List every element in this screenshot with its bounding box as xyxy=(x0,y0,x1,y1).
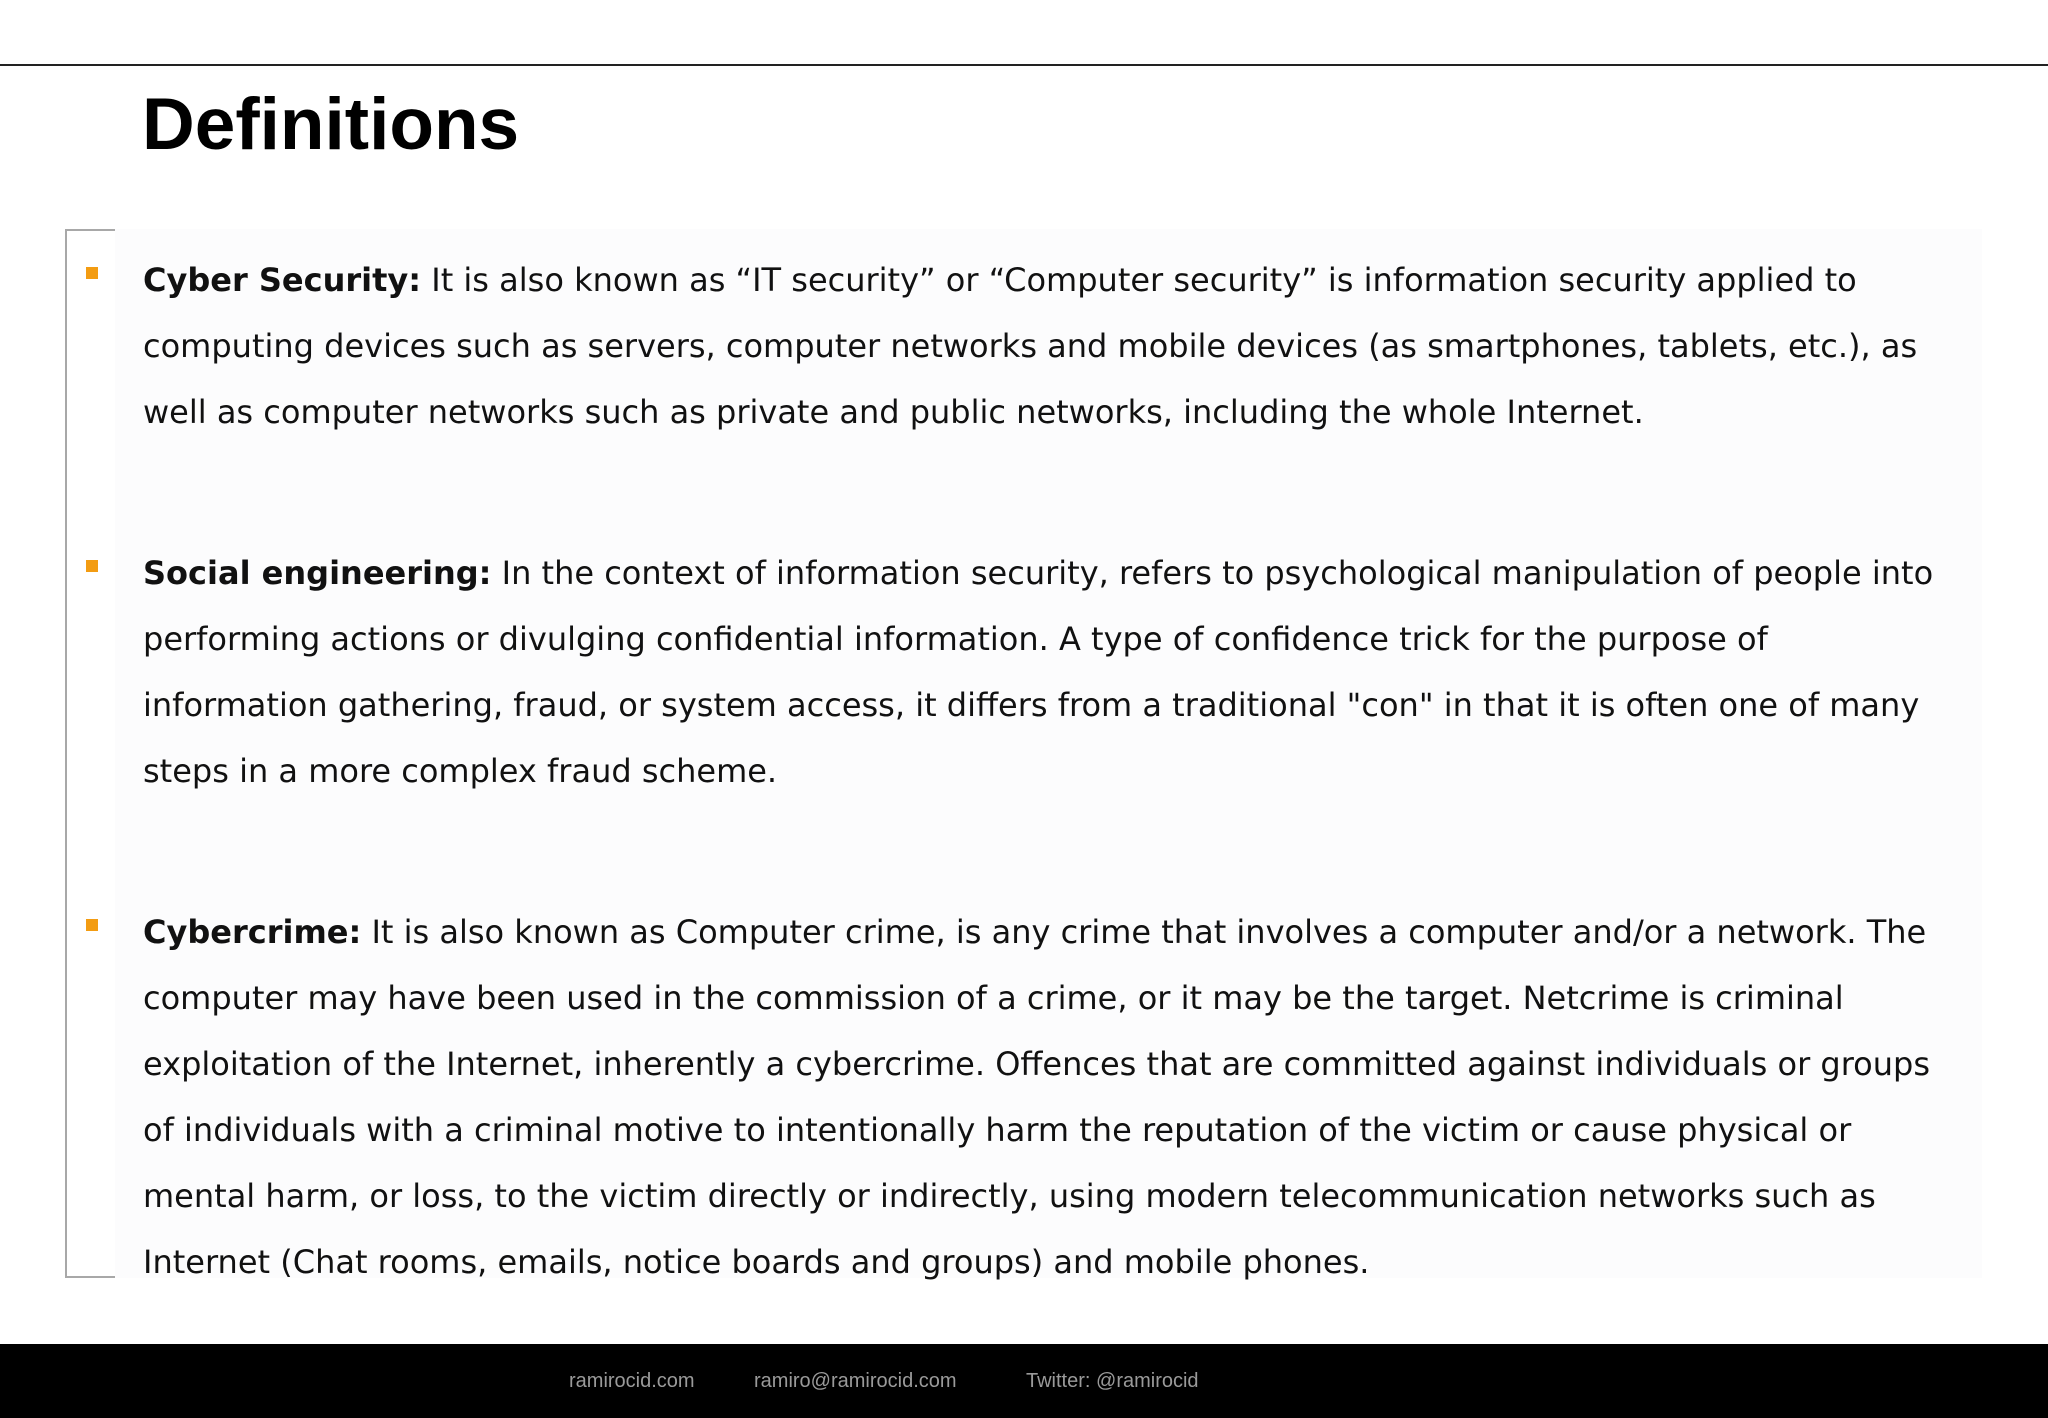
definition-text: It is also known as Computer crime, is any crime that involves a computer and/or a network. The computer may have been used in the commission of a crime, or it may be the target. Netcrime is criminal exploitation of the Internet, inherently a cybercrime. Offences that are committed against individuals or groups of individuals with a criminal motive to intentionally harm the reputation of the victim or cause physical or mental harm, or loss, to the victim directly or indirectly, using modern telecommunication networks such as Internet (Chat rooms, emails, notice boards and groups) and mobile phones. xyxy=(143,913,1931,1281)
definition-term: Social engineering: xyxy=(143,554,492,592)
definition-cybercrime xyxy=(0,899,1943,1295)
square-bullet-icon xyxy=(86,560,98,572)
definition-social-engineering xyxy=(0,540,1943,804)
definitions-list xyxy=(0,247,2048,1295)
definition-term: Cybercrime: xyxy=(143,913,362,951)
definition-cyber-security xyxy=(0,247,1943,445)
square-bullet-icon xyxy=(86,267,98,279)
footer-website: ramirocid.com xyxy=(569,1370,695,1392)
top-divider xyxy=(0,64,2048,66)
footer-email: ramiro@ramirocid.com xyxy=(754,1370,957,1392)
footer-bar xyxy=(0,1344,2048,1418)
definition-text: In the context of information security, refers to psychological manipulation of people into performing actions or divulging confidential information. A type of confidence trick for the purpose of information gathering, fraud, or system access, it differs from a traditional "con" in that it is often one of many steps in a more complex fraud scheme. xyxy=(143,554,1934,790)
square-bullet-icon xyxy=(86,919,98,931)
footer-twitter: Twitter: @ramirocid xyxy=(1026,1370,1199,1392)
definition-text: It is also known as “IT security” or “Computer security” is information security applied to computing devices such as servers, computer networks and mobile devices (as smartphones, tablets, etc.), as well as computer networks such as private and public networks, including the whole Internet. xyxy=(143,261,1918,431)
slide-title: Definitions xyxy=(142,84,520,165)
definition-term: Cyber Security: xyxy=(143,261,422,299)
